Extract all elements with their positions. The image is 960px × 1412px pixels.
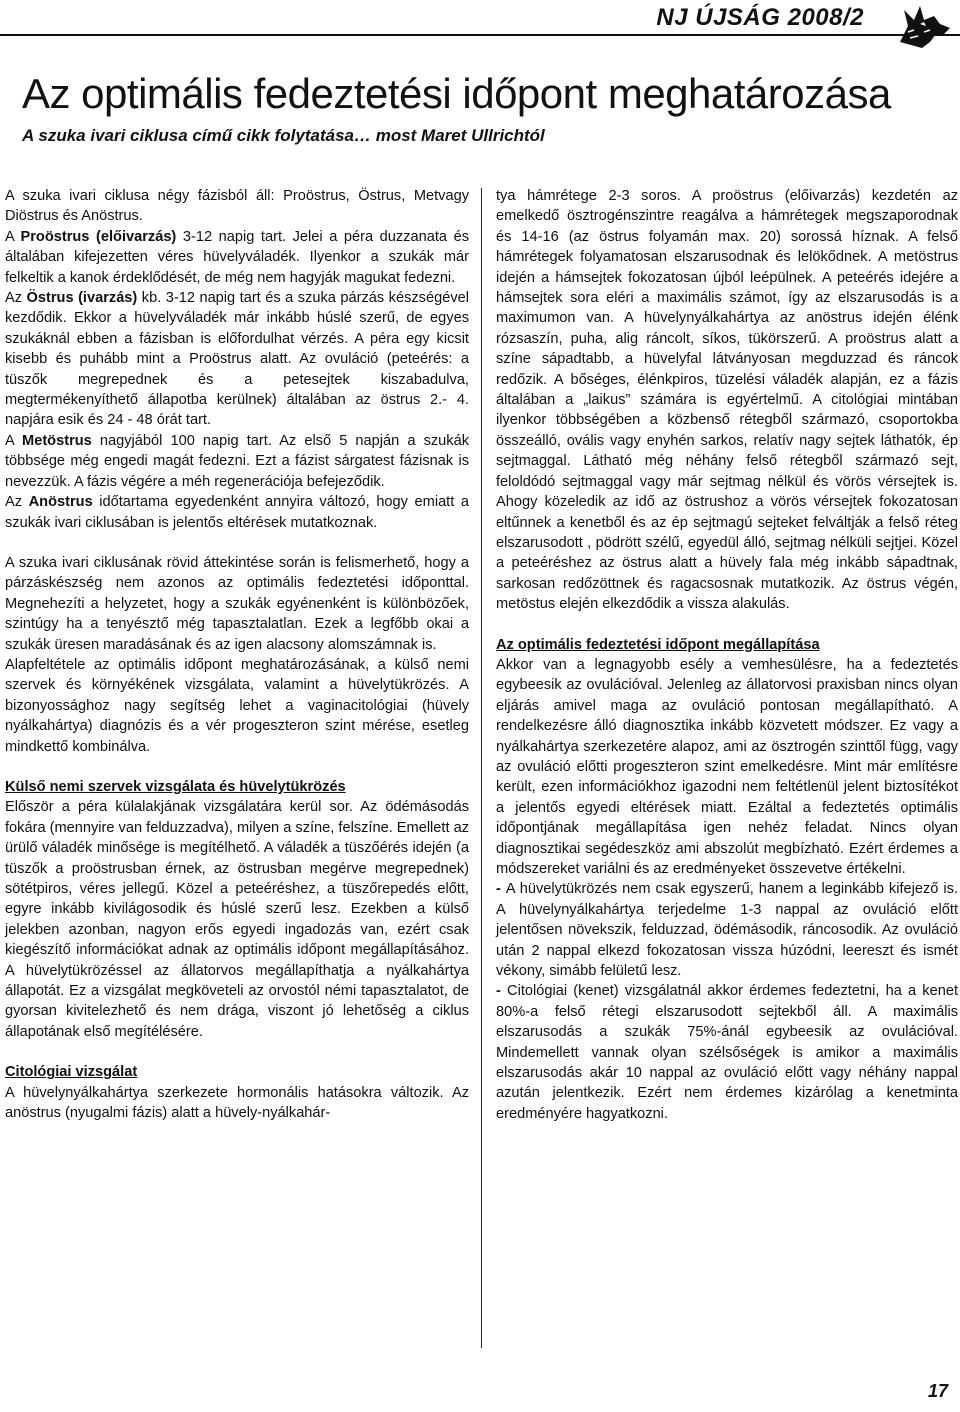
- article-title: Az optimális fedeztetési időpont meghatározása: [22, 70, 891, 117]
- left-column: [5, 186, 469, 1123]
- article-subtitle: A szuka ivari ciklusa című cikk folytatása… most Maret Ullrichtól: [22, 126, 545, 145]
- term-anostrus: Anöstrus: [28, 494, 93, 511]
- paragraph: Először a péra külalakjának vizsgálatára kerül sor. Az ödémásodás fokára (mennyire van felduzzadva), milyen a színe, felszíne. Emellett az ürülő váladék minősége is megítélhető. A váladék a tüszőérés idején (a tüszők a proöstrusban érnek, az östrusban megérve megrepednek) sötétpiros, véres jellegű. Közel a peteéréshez, a tüszőrepedés előtt, egyre inkább kivilágosodik és húslé szerű lesz. Ezekben a külső jelekben azonban, nagyon erős egyedi ingadozás van, ezért csak kiegészítő információkat adnak az optimális időpont megállapításához. A hüvelytükrözéssel az állatorvos megállapíthatja a nyálkahártya állapotát. Ez a vizsgálat megköveteli az orvostól némi tapasztalatot, de gyorsan kivitelezhető és nem drága, viszont jó lehetőség a ciklus állapotának első megítélésére.: [5, 799, 469, 1040]
- section-heading: Citológiai vizsgálat: [5, 1064, 138, 1081]
- paragraph: Alapfeltétele az optimális időpont meghatározásának, a külső nemi szervek és környékének vizsgálata, valamint a hüvelytükrözés. A bizonyossághoz nagy segítség lehet a vaginacitológiai (hüvely nyálkahártya) diagnózis és a vér progeszteron szint mérése, esetleg mindkettő kombinálva.: [5, 656, 469, 755]
- dog-head-icon: [894, 2, 952, 50]
- term-proostrus: Proöstrus (előivarzás): [20, 228, 177, 245]
- page-number: 17: [927, 1381, 948, 1401]
- column-divider: [481, 188, 482, 1348]
- bullet-paragraph: - Citológiai (kenet) vizsgálatnál akkor érdemes fedeztetni, ha a kenet 80%-a felső rétegi elszarusodott sejtekből áll. A maximális elszarusodás a szukák 75%-ánál egybeesik az ovulációval. Mindemellett vannak olyan szélsőségek is amikor a maximális elszarusodás akár 10 nappal az ovuláció előtt vagy néhány nappal azután jelentkezik. Ezért nem érdemes kizárólag a kenetminta eredményére hagyatkozni.: [496, 983, 958, 1122]
- term-metostrus: Metöstrus: [22, 432, 92, 449]
- header-rule: [0, 34, 960, 36]
- paragraph: A Proöstrus (előivarzás) 3-12 napig tart. Jelei a péra duzzanata és általában kifejezetten véres hüvelyváladék. Ilyenkor a szukák már felkeltik a kanok érdeklődését, de még nem hagyják magukat fedezni.: [5, 228, 469, 286]
- section-heading: Külső nemi szervek vizsgálata és hüvelytükrözés: [5, 778, 346, 795]
- right-column: [496, 186, 958, 1124]
- page-header: [0, 0, 960, 52]
- paragraph: Az Anöstrus időtartama egyedenként annyira változó, hogy emiatt a szukák ivari ciklusában is jelentős eltérések mutatkoznak.: [5, 494, 469, 531]
- paragraph: A hüvelynyálkahártya szerkezete hormonális hatásokra változik. Az anöstrus (nyugalmi fázis) alatt a hüvely-nyálkahár-: [5, 1084, 469, 1122]
- paragraph: A szuka ivari ciklusának rövid áttekintése során is felismerhető, hogy a párzáskészség nem azonos az optimális fedeztetési időponttal. Megnehezíti a helyzetet, hogy a szukák egyénenként is különbözőek, szintúgy ha a tenyésztő még tapasztalatlan. Ezek a legfőbb okai a szukák üresen maradásának és az igen alacsony alomszámnak is.: [5, 554, 469, 653]
- section-heading: Az optimális fedeztetési időpont megállapítása: [496, 636, 820, 653]
- paragraph: Akkor van a legnagyobb esély a vemhesülésre, ha a fedeztetés egybeesik az ovulációval. Jelenleg az állatorvosi praxisban nincs olyan eljárás amivel maga az ovuláció pontosan megállapítható. A rendelkezésre álló diagnosztika inkább közvetett módszer. Ez vagy a nyálkahártya szerkezetére alapoz, ami az ösztrogén szinttől függ, vagy az ovuláció előtti progeszteron szint emelkedésre. Mint már említésre került, ezen információkhoz igazodni nem feltétlenül jelent biztosítékot a jelentős egyedi eltérések miatt. Ezáltal a fedeztetés optimális időpontjának megállapítása igen nehéz feladat. Nincs olyan diagnosztikai segédeszköz ami abszolút megbízható. Ezért érdemes a módszereket variálni és az eredményeket összevetve értékelni.: [496, 656, 958, 877]
- bullet-paragraph: - A hüvelytükrözés nem csak egyszerű, hanem a leginkább kifejező is. A hüvelynyálkahártya terjedelme 1-3 nappal az ovuláció előtt jelentősen növekszik, felduzzad, ödémásodik, ráncosodik. Az ovuláció után 2 nappal elkezd fokozatosan vissza húzódni, leereszt és ismét vékony, simább felületű lesz.: [496, 881, 958, 980]
- magazine-title: NJ ÚJSÁG 2008/2: [656, 4, 864, 31]
- term-ostrus: Östrus (ivarzás): [26, 290, 138, 307]
- paragraph: A szuka ivari ciklusa négy fázisból áll: Proöstrus, Östrus, Metvagy Diöstrus és Anöstrus.: [5, 188, 469, 225]
- paragraph: A Metöstrus nagyjából 100 napig tart. Az első 5 napján a szukák többsége még engedi magát fedezni. Ezt a fázist sárgatest fázisnak is nevezzük. A fázis végére a méh regenerációja befejeződik.: [5, 432, 470, 490]
- paragraph: tya hámrétege 2-3 soros. A proöstrus (előivarzás) kezdetén az emelkedő ösztrogénszintre reagálva a hámrétegek megszaporodnak és 14-16 (az östrus folyamán max. 20) sorossá híznak. A felső hámrétegek folyamatosan elszarusodnak és lelökődnek. A metöstrus idején a hámsejtek fokozatosan újból leépülnek. A peteérés idejére a hámsejtek sora eléri a maximális számot, így az elszarusodás is a maximumon van. A hüvelynyálkahártya az anöstrus idején élénk rózsaszín, puha, alig ráncolt, síkos, tükörszerű. A proöstrus alatt a színe sápadtabb, a hüvelyfal látványosan megduzzad és ráncok redőzik. A bőséges, élénkpiros, tüzelési váladék alapján, ez a fázis általában a „laikus” számára is egyértelmű. A citológiai mintában ilyenkor többségében a közbenső rétegből származó, csoportokba összeálló, ovális vagy enyhén sarkos, relatív nagy sejtek láthatók, ép sejtmaggal. Látható még néhány felső rétegből származó sejt, feloldódó sejtmaggal vagy már sejtmag nélkül és vörös vérsejtek is. Ahogy közeledik az idő az östrushoz a vörös vérsejtek fokozatosan eltűnnek a kenetből és az ép sejtmagú sejteket felváltják a felső réteg elszarusodott , pödrött szélű, egyedül álló, sejtmag nélküli sejtjei. Közel a peteéréshez az östrus alatt a hüvely fala még inkább sápadtnak, sarkosan redőzöttnek és ragacsosnak mutatkozik. Az östrus végén, metöstus elején elkezdődik a vissza alakulás.: [496, 188, 958, 613]
- paragraph: Az Östrus (ivarzás) kb. 3-12 napig tart és a szuka párzás készségével kezdődik. Ekkor a hüvelyváladék már inkább húslé szerű, de egyes szukáknál ebben a fázisban is előfordulhat vérzés. A péra egy kicsit kisebb és puhább mint a Proöstrus alatt. Az ovuláció (peteérés: a tüszők megrepednek és a petesejtek kiszabadulva, megtermékenyíthető állapotba kerülnek) általában az östrus 2.- 4. napjára esik és 24 - 48 órát tart.: [5, 290, 469, 429]
